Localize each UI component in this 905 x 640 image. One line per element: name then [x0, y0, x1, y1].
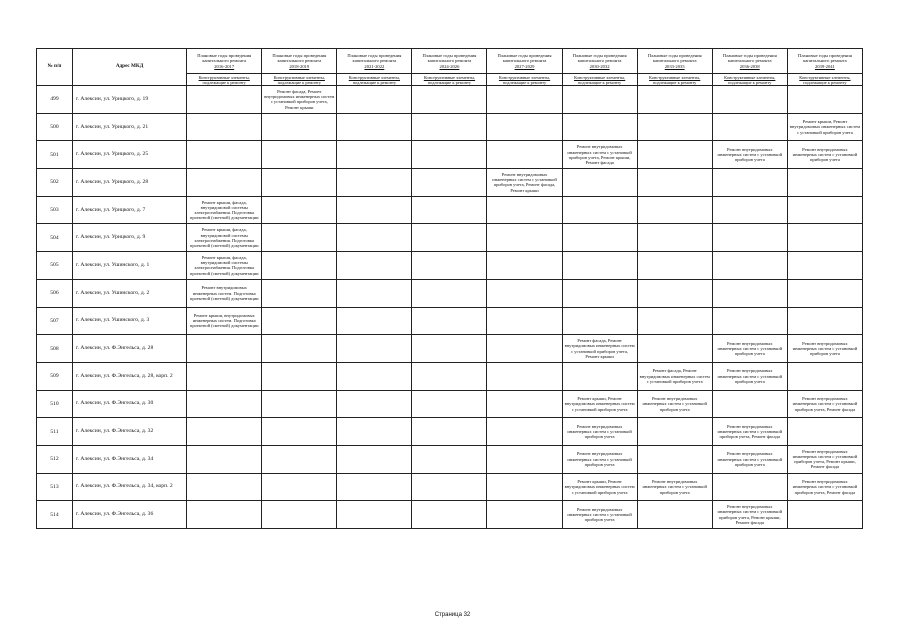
- table-row: [37, 501, 863, 529]
- elements-subheader: Конструктивные элементы, подлежащие к ремонту: [562, 74, 637, 86]
- repair-cell: [487, 473, 562, 501]
- repair-cell: Ремонт внутридомовых инженерных систем с установкой приборов учета, Ремонт крыши, Ремонт фасада: [562, 141, 637, 169]
- period-caption: Плановые годы проведения капитального ремонта: [347, 52, 402, 64]
- row-number: 504: [37, 224, 73, 252]
- repair-cell: [262, 390, 337, 418]
- period-caption: Плановые годы проведения капитального ремонта: [272, 52, 327, 64]
- repair-cell: [187, 473, 262, 501]
- repair-cell: [787, 362, 862, 390]
- repair-cell: Ремонт крыши, фасада, внутридомовой системы электроснабжения. Подготовка проектной (сметной) документации: [187, 252, 262, 280]
- repair-cell: [337, 501, 412, 529]
- repair-cell: [562, 362, 637, 390]
- table-row: [37, 473, 863, 501]
- repair-cell: [712, 473, 787, 501]
- row-number: 511: [37, 418, 73, 446]
- period-caption: Плановые годы проведения капитального ремонта: [422, 52, 477, 64]
- row-address: г. Алексин, ул. Ушинского, д. 3: [72, 307, 186, 335]
- repair-cell: [562, 307, 637, 335]
- row-number: 506: [37, 279, 73, 307]
- repair-cell: Ремонт внутридомовых инженерных систем с установкой приборов учета: [562, 501, 637, 529]
- table-row: [37, 279, 863, 307]
- repair-cell: [337, 362, 412, 390]
- repair-cell: [637, 445, 712, 473]
- row-number: 512: [37, 445, 73, 473]
- repair-cell: Ремонт внутридомовых инженерных систем. Подготовка проектной (сметной) документации: [187, 279, 262, 307]
- repair-cell: [262, 501, 337, 529]
- elements-subheader: Конструктивные элементы, подлежащие к ремонту: [637, 74, 712, 86]
- period-header: [262, 49, 337, 74]
- repair-cell: [712, 279, 787, 307]
- repair-cell: [337, 113, 412, 141]
- repair-cell: Ремонт внутридомовых инженерных систем с установкой приборов учета, Ремонт крыши, Ремонт фасада: [787, 445, 862, 473]
- period-caption: Плановые годы проведения капитального ремонта: [197, 52, 252, 64]
- repair-cell: [262, 141, 337, 169]
- row-address: г. Алексин, ул. Урицкого, д. 19: [72, 86, 186, 114]
- repair-cell: [262, 196, 337, 224]
- period-header: [412, 49, 487, 74]
- table-row: [37, 418, 863, 446]
- repair-cell: Ремонт внутридомовых инженерных систем с установкой приборов учета: [712, 362, 787, 390]
- elements-subheader: Конструктивные элементы, подлежащие к ремонту: [787, 74, 862, 86]
- repair-cell: Ремонт крыши, Ремонт внутридомовых инженерных систем с установкой приборов учета: [562, 473, 637, 501]
- row-number: 499: [37, 86, 73, 114]
- period-caption: Плановые годы проведения капитального ремонта: [647, 52, 702, 64]
- row-address: г. Алексин, ул. Урицкого, д. 9: [72, 224, 186, 252]
- repair-cell: [712, 307, 787, 335]
- row-address: г. Алексин, ул. Ф.Энгельса, д. 36: [72, 501, 186, 529]
- period-caption: Плановые годы проведения капитального ремонта: [722, 52, 777, 64]
- repair-cell: Ремонт крыши, Ремонт внутридомовых инженерных систем с установкой приборов учета: [562, 390, 637, 418]
- repair-cell: [337, 473, 412, 501]
- elements-subheader: Конструктивные элементы, подлежащие к ремонту: [712, 74, 787, 86]
- repair-cell: Ремонт фасада, Ремонт внутридомовых инженерных систем с установкой приборов учета: [637, 362, 712, 390]
- period-years: 2027-2029: [514, 63, 535, 69]
- repair-cell: [487, 113, 562, 141]
- repair-cell: [187, 86, 262, 114]
- row-number: 508: [37, 335, 73, 363]
- repair-cell: [487, 390, 562, 418]
- repair-cell: Ремонт крыши, Ремонт внутридомовых инженерных систем с установкой приборов учета: [787, 113, 862, 141]
- repair-cell: [637, 307, 712, 335]
- repair-cell: [637, 224, 712, 252]
- repair-cell: Ремонт внутридомовых инженерных систем с установкой приборов учета: [562, 418, 637, 446]
- period-header: [187, 49, 262, 74]
- period-caption: Плановые годы проведения капитального ремонта: [797, 52, 852, 64]
- repair-cell: [337, 418, 412, 446]
- repair-cell: [412, 196, 487, 224]
- repair-cell: [187, 418, 262, 446]
- repair-cell: [262, 418, 337, 446]
- repair-cell: [412, 335, 487, 363]
- repair-cell: [487, 224, 562, 252]
- repair-cell: [637, 196, 712, 224]
- repair-cell: [187, 390, 262, 418]
- repair-cell: Ремонт внутридомовых инженерных систем с установкой приборов учета: [712, 141, 787, 169]
- repair-cell: [337, 390, 412, 418]
- repair-cell: Ремонт внутридомовых инженерных систем с установкой приборов учета, Ремонт фасада: [787, 390, 862, 418]
- repair-cell: [787, 307, 862, 335]
- address-column-header: Адрес МКД: [72, 49, 186, 86]
- capital-repair-table: [36, 48, 863, 529]
- repair-cell: [787, 279, 862, 307]
- repair-cell: [262, 362, 337, 390]
- row-number: 507: [37, 307, 73, 335]
- repair-cell: [337, 279, 412, 307]
- repair-cell: [487, 501, 562, 529]
- repair-cell: [187, 362, 262, 390]
- repair-cell: [412, 473, 487, 501]
- period-years: 2024-2026: [439, 63, 460, 69]
- repair-cell: [787, 196, 862, 224]
- repair-cell: [787, 501, 862, 529]
- period-header: [712, 49, 787, 74]
- row-address: г. Алексин, ул. Ф.Энгельса, д. 28, корп. 2: [72, 362, 186, 390]
- row-number: 510: [37, 390, 73, 418]
- repair-cell: [187, 335, 262, 363]
- row-number: 501: [37, 141, 73, 169]
- elements-subheader: Конструктивные элементы, подлежащие к ремонту: [187, 74, 262, 86]
- repair-cell: [712, 169, 787, 197]
- repair-cell: [562, 279, 637, 307]
- row-number: 514: [37, 501, 73, 529]
- repair-cell: Ремонт внутридомовых инженерных систем с установкой приборов учета: [712, 445, 787, 473]
- repair-cell: Ремонт внутридомовых инженерных систем с установкой приборов учета: [712, 335, 787, 363]
- repair-cell: [262, 445, 337, 473]
- repair-cell: [637, 279, 712, 307]
- repair-cell: Ремонт внутридомовых инженерных систем с установкой приборов учета, Ремонт фасада: [712, 418, 787, 446]
- table-body: [37, 86, 863, 529]
- repair-cell: [787, 86, 862, 114]
- repair-cell: Ремонт крыши, фасада, внутридомовой системы электроснабжения. Подготовка проектной (сметной) документации: [187, 224, 262, 252]
- repair-cell: [487, 362, 562, 390]
- repair-cell: [187, 445, 262, 473]
- repair-cell: [262, 113, 337, 141]
- repair-cell: [187, 169, 262, 197]
- row-number: 505: [37, 252, 73, 280]
- repair-cell: Ремонт крыши, внутридомовых инженерных систем. Подготовка проектной (сметной) документации: [187, 307, 262, 335]
- repair-cell: Ремонт внутридомовых инженерных систем с установкой приборов учета: [562, 445, 637, 473]
- row-address: г. Алексин, ул. Урицкого, д. 7: [72, 196, 186, 224]
- repair-cell: [412, 252, 487, 280]
- row-address: г. Алексин, ул. Урицкого, д. 28: [72, 169, 186, 197]
- period-years: 2033-2035: [664, 63, 685, 69]
- repair-cell: [562, 252, 637, 280]
- repair-cell: [337, 335, 412, 363]
- elements-subheader: Конструктивные элементы, подлежащие к ремонту: [262, 74, 337, 86]
- repair-cell: [262, 473, 337, 501]
- row-address: г. Алексин, ул. Ушинского, д. 1: [72, 252, 186, 280]
- repair-cell: [487, 335, 562, 363]
- period-years: 2016-2017: [214, 63, 235, 69]
- period-header: [562, 49, 637, 74]
- repair-cell: [337, 307, 412, 335]
- repair-cell: [412, 418, 487, 446]
- period-caption: Плановые годы проведения капитального ремонта: [572, 52, 627, 64]
- repair-cell: [262, 335, 337, 363]
- repair-cell: [562, 196, 637, 224]
- row-address: г. Алексин, ул. Ф.Энгельса, д. 34: [72, 445, 186, 473]
- repair-cell: [562, 224, 637, 252]
- repair-cell: [412, 169, 487, 197]
- repair-cell: [487, 307, 562, 335]
- table-row: [37, 335, 863, 363]
- repair-cell: [337, 86, 412, 114]
- elements-subheader: Конструктивные элементы, подлежащие к ремонту: [337, 74, 412, 86]
- period-years: 2021-2022: [364, 63, 385, 69]
- repair-cell: [187, 501, 262, 529]
- table-row: [37, 141, 863, 169]
- repair-cell: Ремонт внутридомовых инженерных систем с установкой приборов учета: [637, 390, 712, 418]
- repair-cell: [337, 224, 412, 252]
- row-number: 513: [37, 473, 73, 501]
- row-number: 500: [37, 113, 73, 141]
- row-number: 502: [37, 169, 73, 197]
- row-address: г. Алексин, ул. Ф.Энгельса, д. 28: [72, 335, 186, 363]
- repair-cell: [712, 224, 787, 252]
- repair-cell: [487, 196, 562, 224]
- table-row: [37, 390, 863, 418]
- period-years: 2036-2038: [739, 63, 760, 69]
- repair-cell: [262, 224, 337, 252]
- repair-cell: [487, 252, 562, 280]
- repair-cell: [487, 86, 562, 114]
- table-row: [37, 307, 863, 335]
- repair-cell: [562, 113, 637, 141]
- repair-cell: Ремонт внутридомовых инженерных систем с установкой приборов учета: [637, 473, 712, 501]
- table-row: [37, 169, 863, 197]
- repair-cell: [412, 307, 487, 335]
- repair-cell: [712, 196, 787, 224]
- repair-cell: [712, 252, 787, 280]
- table-row: [37, 86, 863, 114]
- row-address: г. Алексин, ул. Урицкого, д. 25: [72, 141, 186, 169]
- repair-cell: [337, 141, 412, 169]
- repair-cell: [787, 224, 862, 252]
- number-column-header: № п/п: [37, 49, 73, 86]
- period-header: [637, 49, 712, 74]
- row-number: 503: [37, 196, 73, 224]
- row-address: г. Алексин, ул. Ф.Энгельса, д. 34, корп. 2: [72, 473, 186, 501]
- repair-cell: [412, 445, 487, 473]
- repair-cell: [712, 390, 787, 418]
- table-row: [37, 113, 863, 141]
- repair-cell: [562, 169, 637, 197]
- repair-cell: [637, 252, 712, 280]
- repair-cell: [262, 252, 337, 280]
- period-years: 2018-2019: [289, 63, 310, 69]
- repair-cell: [187, 113, 262, 141]
- repair-cell: [337, 196, 412, 224]
- repair-cell: Ремонт крыши, фасада, внутридомовой системы электроснабжения. Подготовка проектной (сметной) документации: [187, 196, 262, 224]
- repair-cell: Ремонт внутридомовых инженерных систем с установкой приборов учета, Ремонт фасада, Ремонт крыши: [487, 169, 562, 197]
- repair-cell: [637, 501, 712, 529]
- repair-cell: [412, 390, 487, 418]
- repair-cell: [637, 418, 712, 446]
- period-caption: Плановые годы проведения капитального ремонта: [497, 52, 552, 64]
- repair-cell: [787, 252, 862, 280]
- repair-cell: [337, 252, 412, 280]
- table-row: [37, 224, 863, 252]
- repair-cell: [337, 445, 412, 473]
- repair-cell: [487, 445, 562, 473]
- repair-cell: [637, 141, 712, 169]
- repair-cell: Ремонт внутридомовых инженерных систем с установкой приборов учета: [787, 141, 862, 169]
- repair-cell: [412, 362, 487, 390]
- repair-cell: [637, 169, 712, 197]
- repair-cell: Ремонт фасада, Ремонт внутридомовых инженерных систем с установкой приборов учета, Ремонт крыши: [262, 86, 337, 114]
- header-row: [37, 49, 863, 74]
- row-address: г. Алексин, ул. Ушинского, д. 2: [72, 279, 186, 307]
- repair-cell: [562, 86, 637, 114]
- elements-subheader: Конструктивные элементы, подлежащие к ремонту: [487, 74, 562, 86]
- repair-cell: [637, 113, 712, 141]
- page-number: Страница 32: [434, 612, 471, 618]
- repair-cell: [637, 335, 712, 363]
- repair-cell: [787, 169, 862, 197]
- repair-cell: [487, 279, 562, 307]
- row-address: г. Алексин, ул. Ф.Энгельса, д. 32: [72, 418, 186, 446]
- repair-cell: Ремонт фасада, Ремонт внутридомовых инженерных систем с установкой приборов учета, Ремонт крыши: [562, 335, 637, 363]
- row-address: г. Алексин, ул. Урицкого, д. 21: [72, 113, 186, 141]
- period-years: 2030-2032: [589, 63, 610, 69]
- table-row: [37, 252, 863, 280]
- repair-cell: [262, 279, 337, 307]
- repair-cell: [412, 224, 487, 252]
- repair-cell: [487, 141, 562, 169]
- repair-cell: [337, 169, 412, 197]
- period-header: [337, 49, 412, 74]
- repair-cell: [412, 113, 487, 141]
- repair-cell: [262, 307, 337, 335]
- repair-cell: [487, 418, 562, 446]
- table-row: [37, 362, 863, 390]
- repair-cell: [787, 418, 862, 446]
- repair-cell: [412, 141, 487, 169]
- repair-cell: [412, 279, 487, 307]
- table-row: [37, 196, 863, 224]
- table-row: [37, 445, 863, 473]
- repair-cell: [412, 501, 487, 529]
- repair-cell: [712, 86, 787, 114]
- period-header: [487, 49, 562, 74]
- period-header: [787, 49, 862, 74]
- repair-cell: [187, 141, 262, 169]
- period-years: 2039-2041: [814, 63, 835, 69]
- repair-cell: [712, 113, 787, 141]
- repair-cell: [412, 86, 487, 114]
- row-address: г. Алексин, ул. Ф.Энгельса, д. 30: [72, 390, 186, 418]
- repair-cell: [637, 86, 712, 114]
- repair-cell: [262, 169, 337, 197]
- repair-cell: Ремонт внутридомовых инженерных систем с установкой приборов учета, Ремонт фасада: [787, 473, 862, 501]
- repair-cell: Ремонт внутридомовых инженерных систем с установкой приборов учета, Ремонт крыши, Ремонт фасада: [712, 501, 787, 529]
- elements-subheader: Конструктивные элементы, подлежащие к ремонту: [412, 74, 487, 86]
- row-number: 509: [37, 362, 73, 390]
- repair-cell: Ремонт внутридомовых инженерных систем с установкой приборов учета: [787, 335, 862, 363]
